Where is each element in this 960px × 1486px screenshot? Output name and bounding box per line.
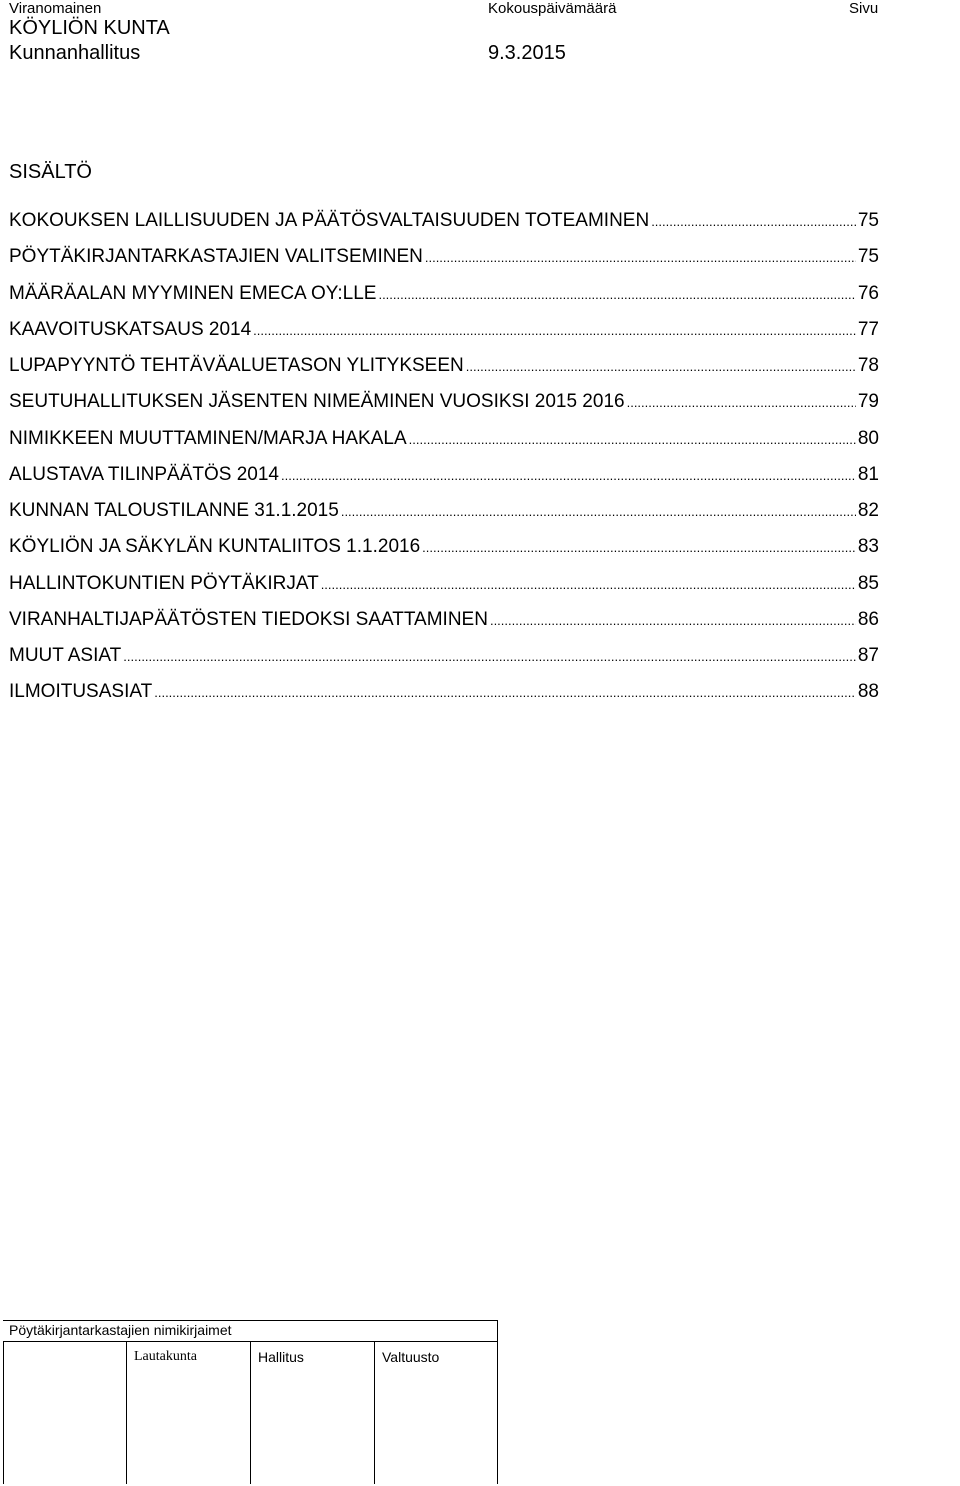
toc-heading: SISÄLTÖ (9, 161, 92, 183)
signature-title: Pöytäkirjantarkastajien nimikirjaimet (9, 1322, 232, 1338)
toc-entry-page: 79 (857, 391, 879, 413)
toc-dot-leader (651, 208, 856, 236)
toc-dot-leader (422, 534, 856, 562)
toc-entry-page: 83 (857, 536, 879, 558)
page-label: Sivu (849, 0, 879, 17)
toc-dot-leader (627, 389, 856, 417)
signature-column (3, 1341, 4, 1484)
toc-entry[interactable] (9, 678, 879, 714)
toc-dot-leader (253, 317, 856, 345)
toc-entry[interactable] (9, 280, 879, 316)
toc-dot-leader (466, 353, 856, 381)
toc-dot-leader (123, 643, 856, 671)
toc-entry[interactable] (9, 316, 879, 352)
toc-entry-page: 88 (857, 681, 879, 703)
toc-dot-leader (341, 498, 856, 526)
toc-entry-title: KUNNAN TALOUSTILANNE 31.1.2015 (9, 500, 339, 521)
signature-column-label: Lautakunta (134, 1349, 197, 1364)
toc-entry-title: KOKOUKSEN LAILLISUUDEN JA PÄÄTÖSVALTAISUUDEN TOTEAMINEN (9, 210, 650, 231)
toc-dot-leader (378, 281, 855, 309)
toc-dot-leader (321, 571, 856, 599)
meeting-date-label: Kokouspäivämäärä (488, 0, 617, 17)
toc-dot-leader (490, 607, 856, 635)
toc-entry-title: HALLINTOKUNTIEN PÖYTÄKIRJAT (9, 572, 319, 594)
toc-entry[interactable] (9, 243, 879, 279)
toc-entry-title: VIRANHALTIJAPÄÄTÖSTEN TIEDOKSI SAATTAMINEN (9, 608, 488, 630)
signature-column-label: Valtuusto (382, 1349, 440, 1365)
toc-entry-page: 86 (857, 608, 879, 630)
toc-entry[interactable] (9, 425, 879, 461)
toc-entry-title: PÖYTÄKIRJANTARKASTAJIEN VALITSEMINEN (9, 246, 423, 268)
toc-dot-leader (409, 426, 856, 454)
toc-entry-page: 75 (857, 210, 879, 231)
meeting-date: 9.3.2015 (488, 42, 566, 64)
toc-dot-leader (154, 679, 856, 707)
signature-column-valtuusto (374, 1341, 440, 1484)
toc-entry-page: 77 (857, 318, 879, 340)
board-name: Kunnanhallitus (9, 42, 141, 64)
toc-entry[interactable] (9, 388, 879, 424)
toc-entry-title: ALUSTAVA TILINPÄÄTÖS 2014 (9, 463, 279, 485)
toc-entry-title: MUUT ASIAT (9, 645, 122, 666)
signature-title-row (3, 1321, 497, 1342)
toc-entry-page: 75 (857, 246, 879, 268)
toc-entry-page: 85 (857, 572, 879, 594)
toc-entry-title: KAAVOITUSKATSAUS 2014 (9, 318, 252, 340)
toc-entry[interactable] (9, 533, 879, 569)
toc-entry-page: 87 (857, 645, 879, 666)
toc-entry-page: 82 (857, 500, 879, 521)
toc-dot-leader (281, 462, 856, 490)
toc-entry[interactable] (9, 606, 879, 642)
toc-entry[interactable] (9, 461, 879, 497)
signature-box (3, 1320, 498, 1484)
toc-entry[interactable] (9, 570, 879, 606)
signature-column-lautakunta (126, 1341, 197, 1484)
toc-entry-title: ILMOITUSASIAT (9, 681, 153, 703)
signature-column-label: Hallitus (258, 1349, 304, 1365)
table-of-contents (9, 207, 879, 715)
toc-entry[interactable] (9, 497, 879, 533)
toc-entry-title: SEUTUHALLITUKSEN JÄSENTEN NIMEÄMINEN VUOSIKSI 2015 2016 (9, 391, 625, 413)
toc-entry-title: MÄÄRÄALAN MYYMINEN EMECA OY:LLE (9, 282, 377, 304)
organization-name: KÖYLIÖN KUNTA (9, 17, 170, 39)
toc-entry[interactable] (9, 207, 879, 243)
toc-entry[interactable] (9, 642, 879, 678)
toc-dot-leader (425, 244, 856, 272)
toc-entry-page: 81 (857, 463, 879, 485)
toc-entry[interactable] (9, 352, 879, 388)
toc-entry-page: 76 (857, 282, 879, 304)
toc-entry-page: 78 (857, 355, 879, 376)
authority-label: Viranomainen (9, 0, 102, 17)
toc-entry-title: KÖYLIÖN JA SÄKYLÄN KUNTALIITOS 1.1.2016 (9, 536, 421, 558)
signature-column-hallitus (250, 1341, 304, 1484)
toc-entry-title: NIMIKKEEN MUUTTAMINEN/MARJA HAKALA (9, 427, 407, 449)
toc-entry-title: LUPAPYYNTÖ TEHTÄVÄALUETASON YLITYKSEEN (9, 355, 464, 376)
toc-entry-page: 80 (857, 427, 879, 449)
